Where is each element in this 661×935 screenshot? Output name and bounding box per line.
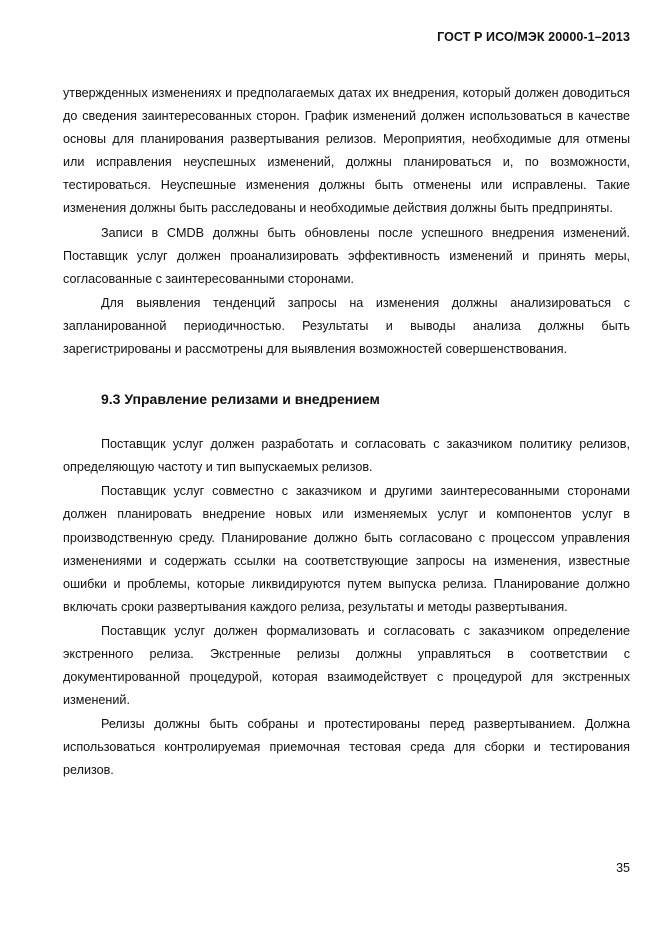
paragraph-emergency-release: Поставщик услуг должен формализовать и согласовать с заказчиком определение экстренного релиза. Экстренные релизы должны управляться в соответствии с документированной процедурой, которая взаимодействует с процедурой для экстренных изменений. <box>63 623 630 708</box>
paragraph-cmdb-records: Записи в CMDB должны быть обновлены после успешного внедрения изменений. Поставщик услуг должен проанализировать эффективность изменений и принять меры, согласованные с заинтересованными сторонами. <box>63 225 630 286</box>
page-content <box>63 82 630 783</box>
section-heading: 9.3 Управление релизами и внедрением <box>101 391 380 408</box>
paragraph-change-trends: Для выявления тенденций запросы на изменения должны анализироваться с запланированной периодичностью. Результаты и выводы анализа должны быть зарегистрированы и рассмотрены для выявления возможностей совершенствования. <box>63 295 630 357</box>
page-number: 35 <box>616 861 630 875</box>
paragraph-release-testing: Релизы должны быть собраны и протестированы перед развертыванием. Должна использоваться контролируемая приемочная тестовая среда для сборки и тестирования релизов. <box>63 717 630 778</box>
paragraph-continuation: утвержденных изменениях и предполагаемых датах их внедрения, который должен доводиться до сведения заинтересованных сторон. График изменений должен использоваться в качестве основы для планирования развертывания релизов. Мероприятия, необходимые для отмены или исправления неуспешных изменений, должны планироваться и, по возможности, тестироваться. Неуспешные изменения должны быть отменены или исправлены. Такие изменения должны быть расследованы и необходимые действия должны быть предприняты. <box>63 86 630 216</box>
paragraph-release-policy: Поставщик услуг должен разработать и согласовать с заказчиком политику релизов, определяющую частоту и тип выпускаемых релизов. <box>63 437 630 475</box>
document-header: ГОСТ Р ИСО/МЭК 20000-1–2013 <box>437 30 630 44</box>
paragraph-release-planning: Поставщик услуг совместно с заказчиком и другими заинтересованными сторонами должен планировать внедрение новых или изменяемых услуг и компонентов услуг в производственную среду. Планирование должно быть согласовано с процессом управления изменениями и содержать ссылки на соответствующие запросы на изменения, известные ошибки и проблемы, которые ликвидируются путем выпуска релиза. Планирование должно включать сроки развертывания каждого релиза, результаты и методы развертывания. <box>63 484 630 614</box>
